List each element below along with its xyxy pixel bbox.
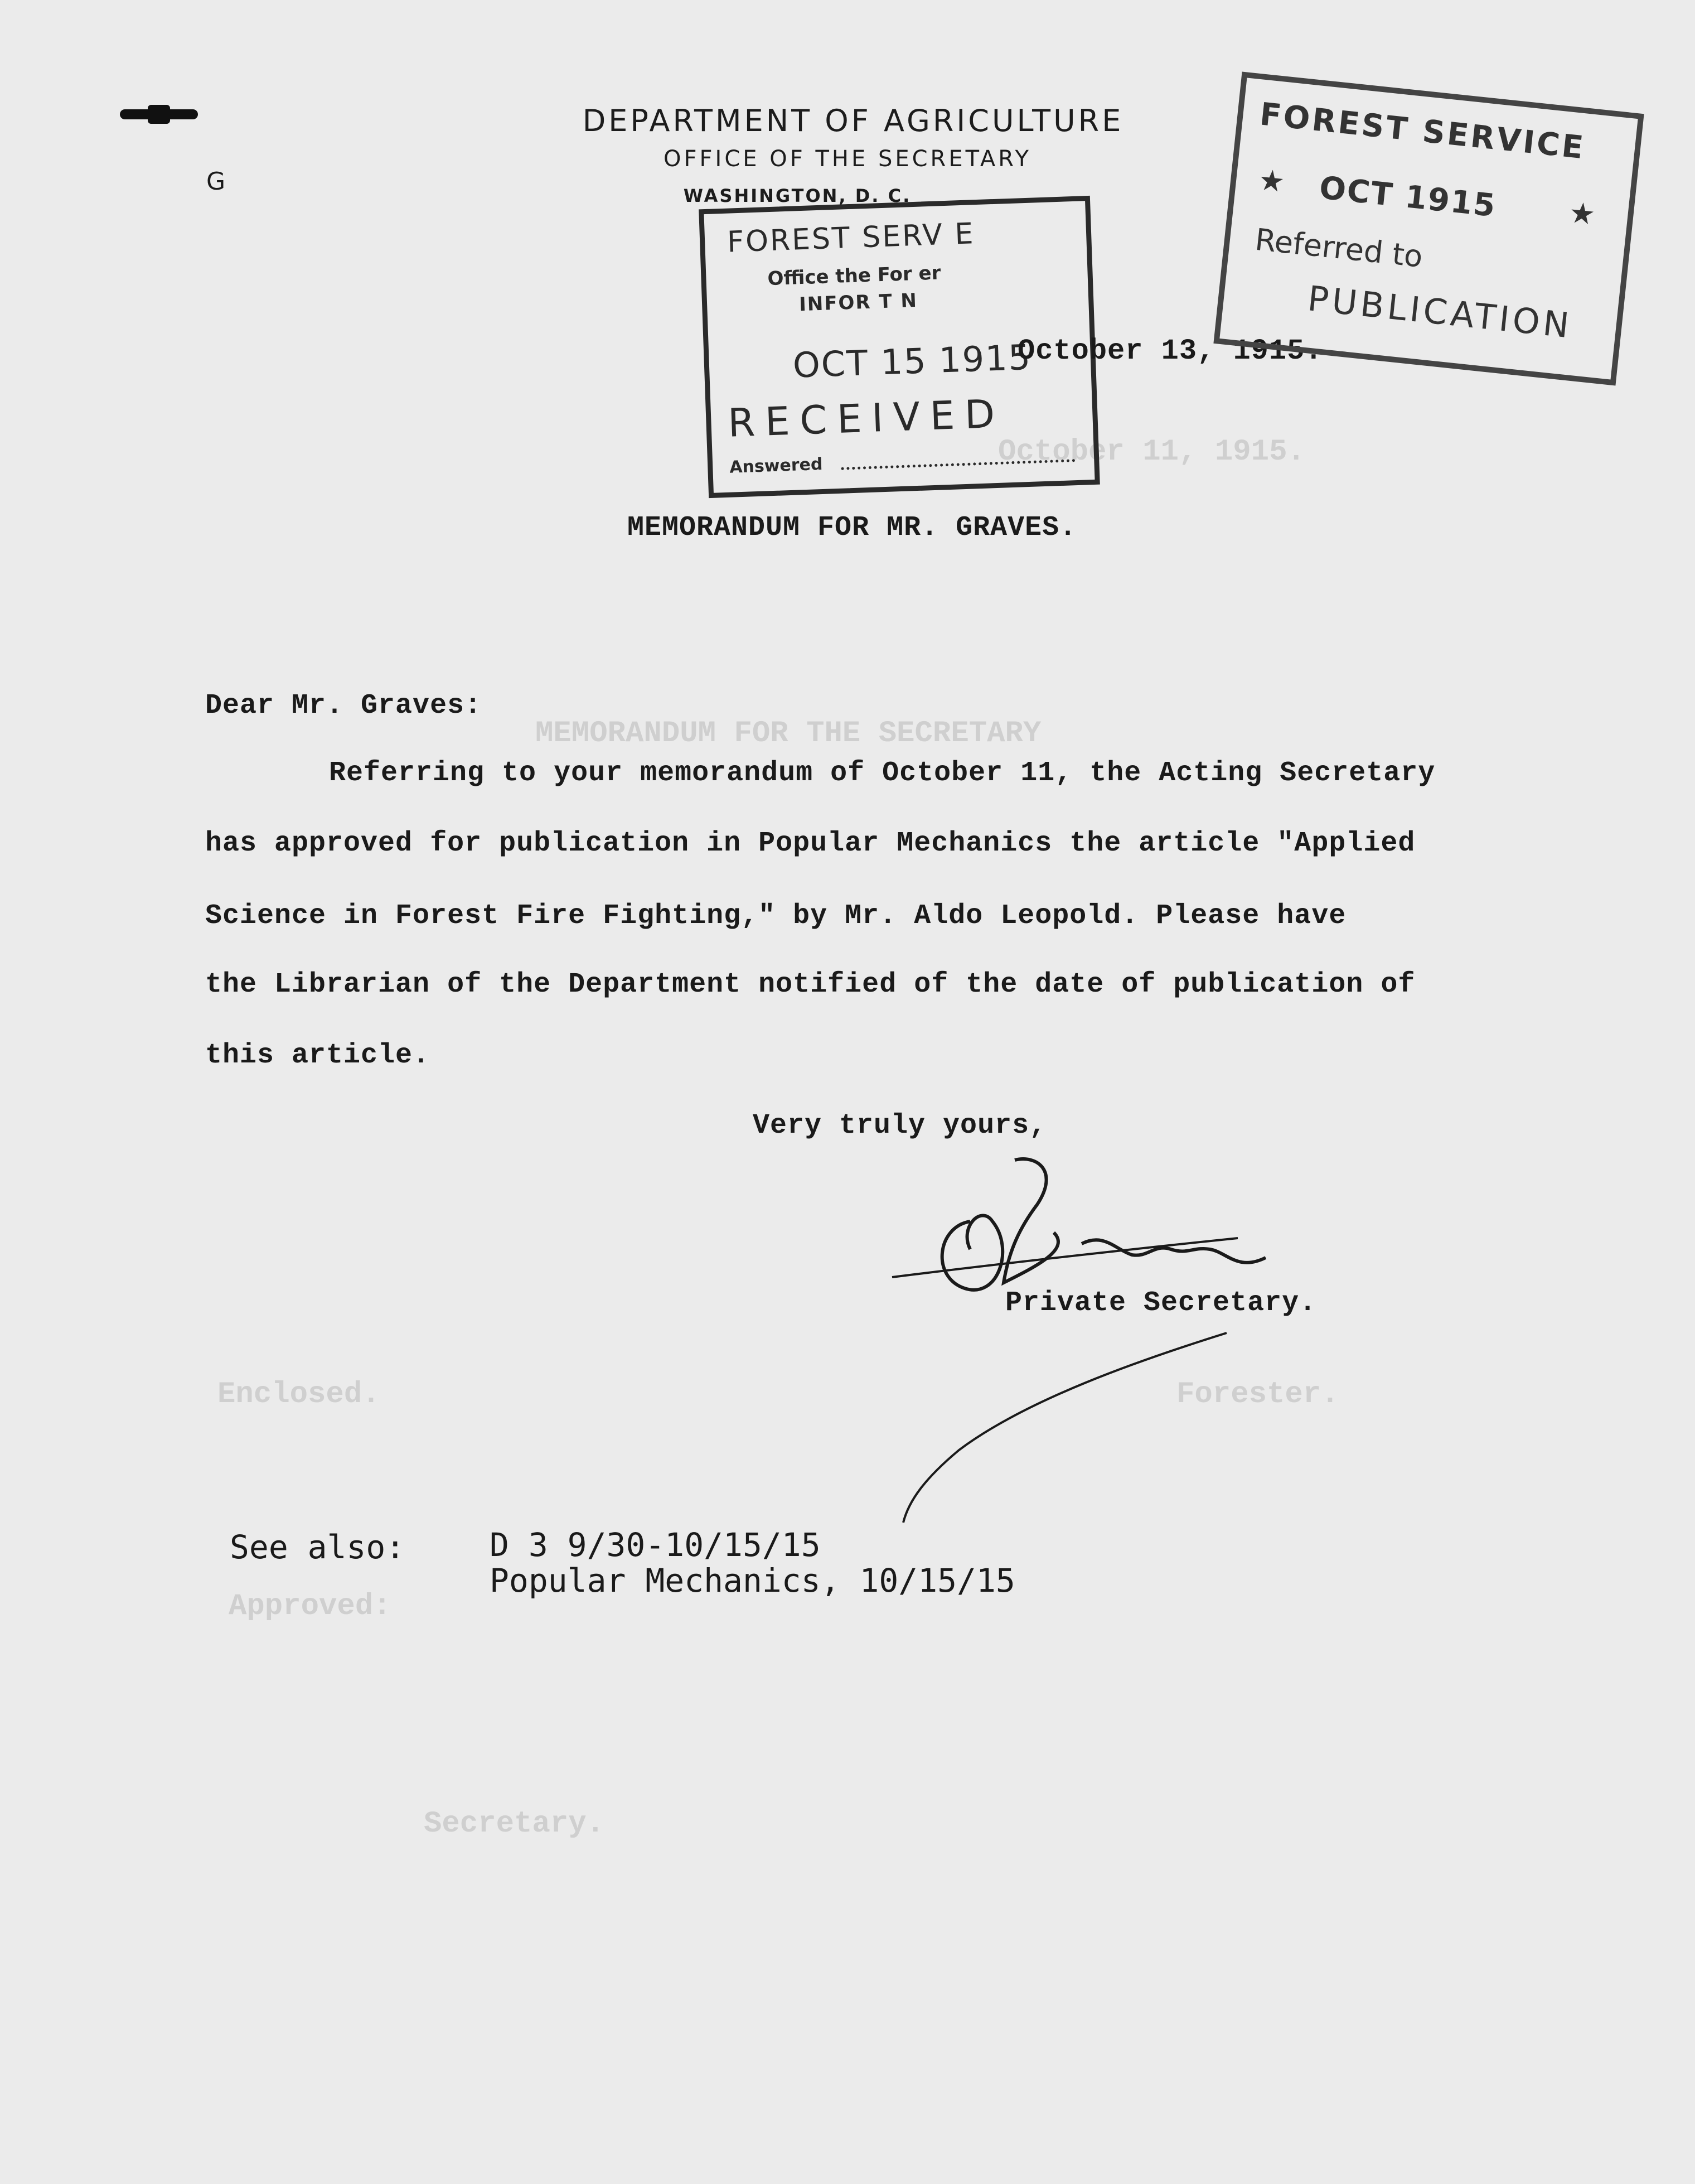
referred-stamp bbox=[1213, 71, 1644, 385]
see-also-publication: Popular Mechanics, 10/15/15 bbox=[490, 1562, 1015, 1600]
stamp-referred-label: Referred to bbox=[1253, 221, 1425, 274]
file-mark: G bbox=[206, 167, 226, 196]
body-line: Science in Forest Fire Fighting," by Mr. Aldo Leopold. Please have bbox=[205, 900, 1347, 932]
stamp-answered-label: Answered bbox=[729, 454, 823, 477]
signature-image bbox=[870, 1138, 1372, 1528]
bleed-through-text: Enclosed. bbox=[217, 1378, 380, 1412]
bleed-through-text: October 11, 1915. bbox=[998, 435, 1305, 469]
star-icon: ★ bbox=[1567, 196, 1597, 232]
see-also-reference: D 3 9/30-10/15/15 bbox=[490, 1526, 821, 1564]
letterhead-department: DEPARTMENT OF AGRICULTURE bbox=[582, 103, 1124, 138]
letterhead-office: OFFICE OF THE SECRETARY bbox=[664, 146, 1031, 172]
closing: Very truly yours, bbox=[753, 1110, 1047, 1142]
body-line: the Librarian of the Department notified of the date of publication of bbox=[205, 969, 1416, 1001]
letter-date: October 13, 1915. bbox=[1018, 335, 1323, 368]
bleed-through-text: Secretary. bbox=[424, 1807, 605, 1841]
bleed-through-text: MEMORANDUM FOR THE SECRETARY bbox=[535, 717, 1042, 751]
stamp-title: FOREST SERVICE bbox=[1258, 96, 1587, 167]
stamp-date: OCT 15 1915 bbox=[792, 336, 1033, 386]
body-line: this article. bbox=[205, 1040, 430, 1071]
stamp-subtitle: Office the For er bbox=[767, 262, 941, 291]
stamp-date: OCT 1915 bbox=[1318, 170, 1498, 225]
signer-title: Private Secretary. bbox=[1005, 1287, 1317, 1319]
stamp-title: FOREST SERV E bbox=[727, 217, 976, 259]
body-line: has approved for publication in Popular Mechanics the article "Applied bbox=[205, 828, 1416, 859]
stamp-answered-line bbox=[841, 447, 1076, 470]
star-icon: ★ bbox=[1257, 163, 1286, 200]
bleed-through-text: Forester. bbox=[1176, 1378, 1339, 1412]
letterhead-location: WASHINGTON, D. C. bbox=[683, 185, 912, 206]
memo-heading: MEMORANDUM FOR MR. GRAVES. bbox=[627, 512, 1077, 544]
body-line: Referring to your memorandum of October 11, the Acting Secretary bbox=[329, 757, 1436, 789]
salutation: Dear Mr. Graves: bbox=[205, 690, 482, 722]
stamp-info: INFOR T N bbox=[798, 289, 918, 316]
stamp-status: RECEIVED bbox=[727, 390, 1006, 446]
stamp-department: PUBLICATION bbox=[1305, 278, 1575, 346]
bleed-through-text: Approved: bbox=[229, 1589, 391, 1623]
see-also-label: See also: bbox=[230, 1528, 405, 1566]
